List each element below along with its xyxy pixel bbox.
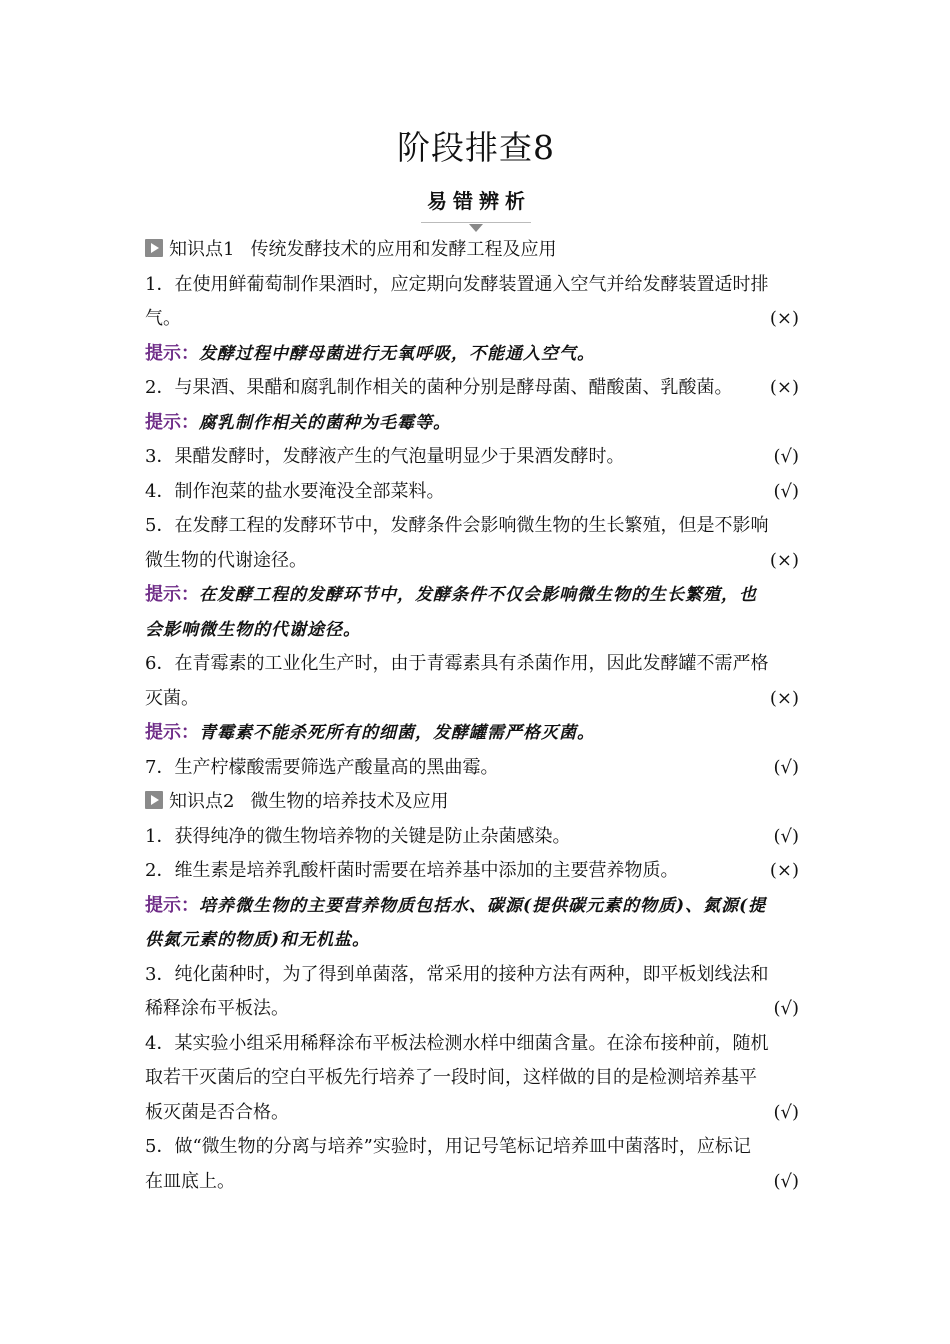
question-text: 灭菌。 [145, 687, 199, 709]
question-line [145, 544, 807, 579]
kp-name: 传统发酵技术的应用和发酵工程及应用 [250, 239, 557, 260]
question-line [145, 992, 807, 1027]
question-text: 2．与果酒、果醋和腐乳制作相关的菌种分别是酵母菌、醋酸菌、乳酸菌。 [145, 377, 733, 398]
question-line [145, 371, 807, 406]
answer-mark: (×) [769, 377, 799, 398]
hint-label: 提示： [145, 342, 199, 364]
answer-mark: (√) [773, 998, 799, 1019]
question-text: 稀释涂布平板法。 [145, 998, 289, 1019]
question-text: 1．获得纯净的微生物培养物的关键是防止杂菌感染。 [145, 825, 571, 847]
hint-label: 提示： [145, 722, 199, 743]
answer-mark: (×) [769, 860, 799, 881]
question-text: 4．制作泡菜的盐水要淹没全部菜料。 [145, 480, 445, 502]
question-line [145, 440, 807, 475]
question-line [145, 475, 807, 510]
content-body [145, 233, 807, 1199]
answer-mark: (×) [769, 687, 799, 709]
question-line [145, 1096, 807, 1131]
hint-line [145, 578, 807, 613]
question-line [145, 958, 807, 993]
question-line [145, 1027, 807, 1062]
question-text: 7．生产柠檬酸需要筛选产酸量高的黑曲霉。 [145, 756, 499, 778]
answer-mark: (√) [773, 1101, 799, 1123]
hint-text: 青霉素不能杀死所有的细菌，发酵罐需严格灭菌。 [199, 723, 595, 743]
question-text: 6．在青霉素的工业化生产时，由于青霉素具有杀菌作用，因此发酵罐不需严格 [145, 653, 769, 674]
page-title: 阶段排查8 [397, 128, 555, 167]
question-text: 2．维生素是培养乳酸杆菌时需要在培养基中添加的主要营养物质。 [145, 860, 679, 881]
knowledge-point-1-heading [145, 233, 807, 268]
knowledge-point-2-heading [145, 785, 807, 820]
play-icon [145, 239, 163, 257]
question-line [145, 647, 807, 682]
hint-label: 提示： [145, 411, 199, 433]
question-line [145, 268, 807, 303]
question-text: 3．纯化菌种时，为了得到单菌落，常采用的接种方法有两种，即平板划线法和 [145, 963, 769, 985]
hint-text: 腐乳制作相关的菌种为毛霉等。 [199, 412, 451, 433]
section-subtitle [421, 186, 531, 223]
question-text: 气。 [145, 308, 181, 329]
question-text: 板灭菌是否合格。 [145, 1101, 289, 1123]
question-text: 1．在使用鲜葡萄制作果酒时，应定期向发酵装置通入空气并给发酵装置适时排 [145, 273, 769, 295]
subtitle-wrap [145, 186, 807, 223]
answer-mark: (√) [773, 756, 799, 778]
kp-name: 微生物的培养技术及应用 [250, 791, 449, 812]
answer-mark: (√) [773, 825, 799, 847]
question-text: 在皿底上。 [145, 1170, 235, 1192]
question-text: 5．在发酵工程的发酵环节中，发酵条件会影响微生物的生长繁殖，但是不影响 [145, 515, 769, 536]
hint-text: 供氮元素的物质)和无机盐。 [145, 930, 371, 950]
hint-line [145, 716, 807, 751]
hint-text: 会影响微生物的代谢途径。 [145, 619, 361, 640]
answer-mark: (√) [773, 446, 799, 467]
question-line [145, 1061, 807, 1096]
answer-mark: (√) [773, 1170, 799, 1192]
question-text: 4．某实验小组采用稀释涂布平板法检测水样中细菌含量。在涂布接种前，随机 [145, 1032, 769, 1054]
question-line [145, 820, 807, 855]
question-line [145, 854, 807, 889]
hint-label: 提示： [145, 584, 199, 605]
subtitle-triangle-icon [469, 224, 483, 232]
hint-text: 发酵过程中酵母菌进行无氧呼吸，不能通入空气。 [199, 343, 595, 364]
hint-line [145, 613, 807, 648]
hint-line [145, 337, 807, 372]
question-line [145, 682, 807, 717]
subtitle-text: 易错辨析 [427, 189, 531, 213]
hint-text: 培养微生物的主要营养物质包括水、碳源(提供碳元素的物质)、氮源(提 [199, 895, 767, 916]
question-line [145, 509, 807, 544]
question-line [145, 1130, 807, 1165]
question-line [145, 302, 807, 337]
question-text: 微生物的代谢途径。 [145, 549, 307, 571]
hint-label: 提示： [145, 894, 199, 916]
hint-line [145, 923, 807, 958]
hint-text: 在发酵工程的发酵环节中，发酵条件不仅会影响微生物的生长繁殖，也 [199, 585, 757, 605]
question-line [145, 1165, 807, 1200]
answer-mark: (×) [769, 549, 799, 571]
hint-line [145, 889, 807, 924]
kp-label: 知识点1 [169, 239, 235, 260]
play-icon [145, 791, 163, 809]
question-line [145, 751, 807, 786]
answer-mark: (×) [769, 308, 799, 329]
hint-line [145, 406, 807, 441]
question-text: 取若干灭菌后的空白平板先行培养了一段时间，这样做的目的是检测培养基平 [145, 1067, 757, 1088]
kp-label: 知识点2 [169, 791, 235, 812]
question-text: 5．做“微生物的分离与培养”实验时，用记号笔标记培养皿中菌落时，应标记 [145, 1136, 751, 1157]
answer-mark: (√) [773, 480, 799, 502]
question-text: 3．果醋发酵时，发酵液产生的气泡量明显少于果酒发酵时。 [145, 446, 625, 467]
